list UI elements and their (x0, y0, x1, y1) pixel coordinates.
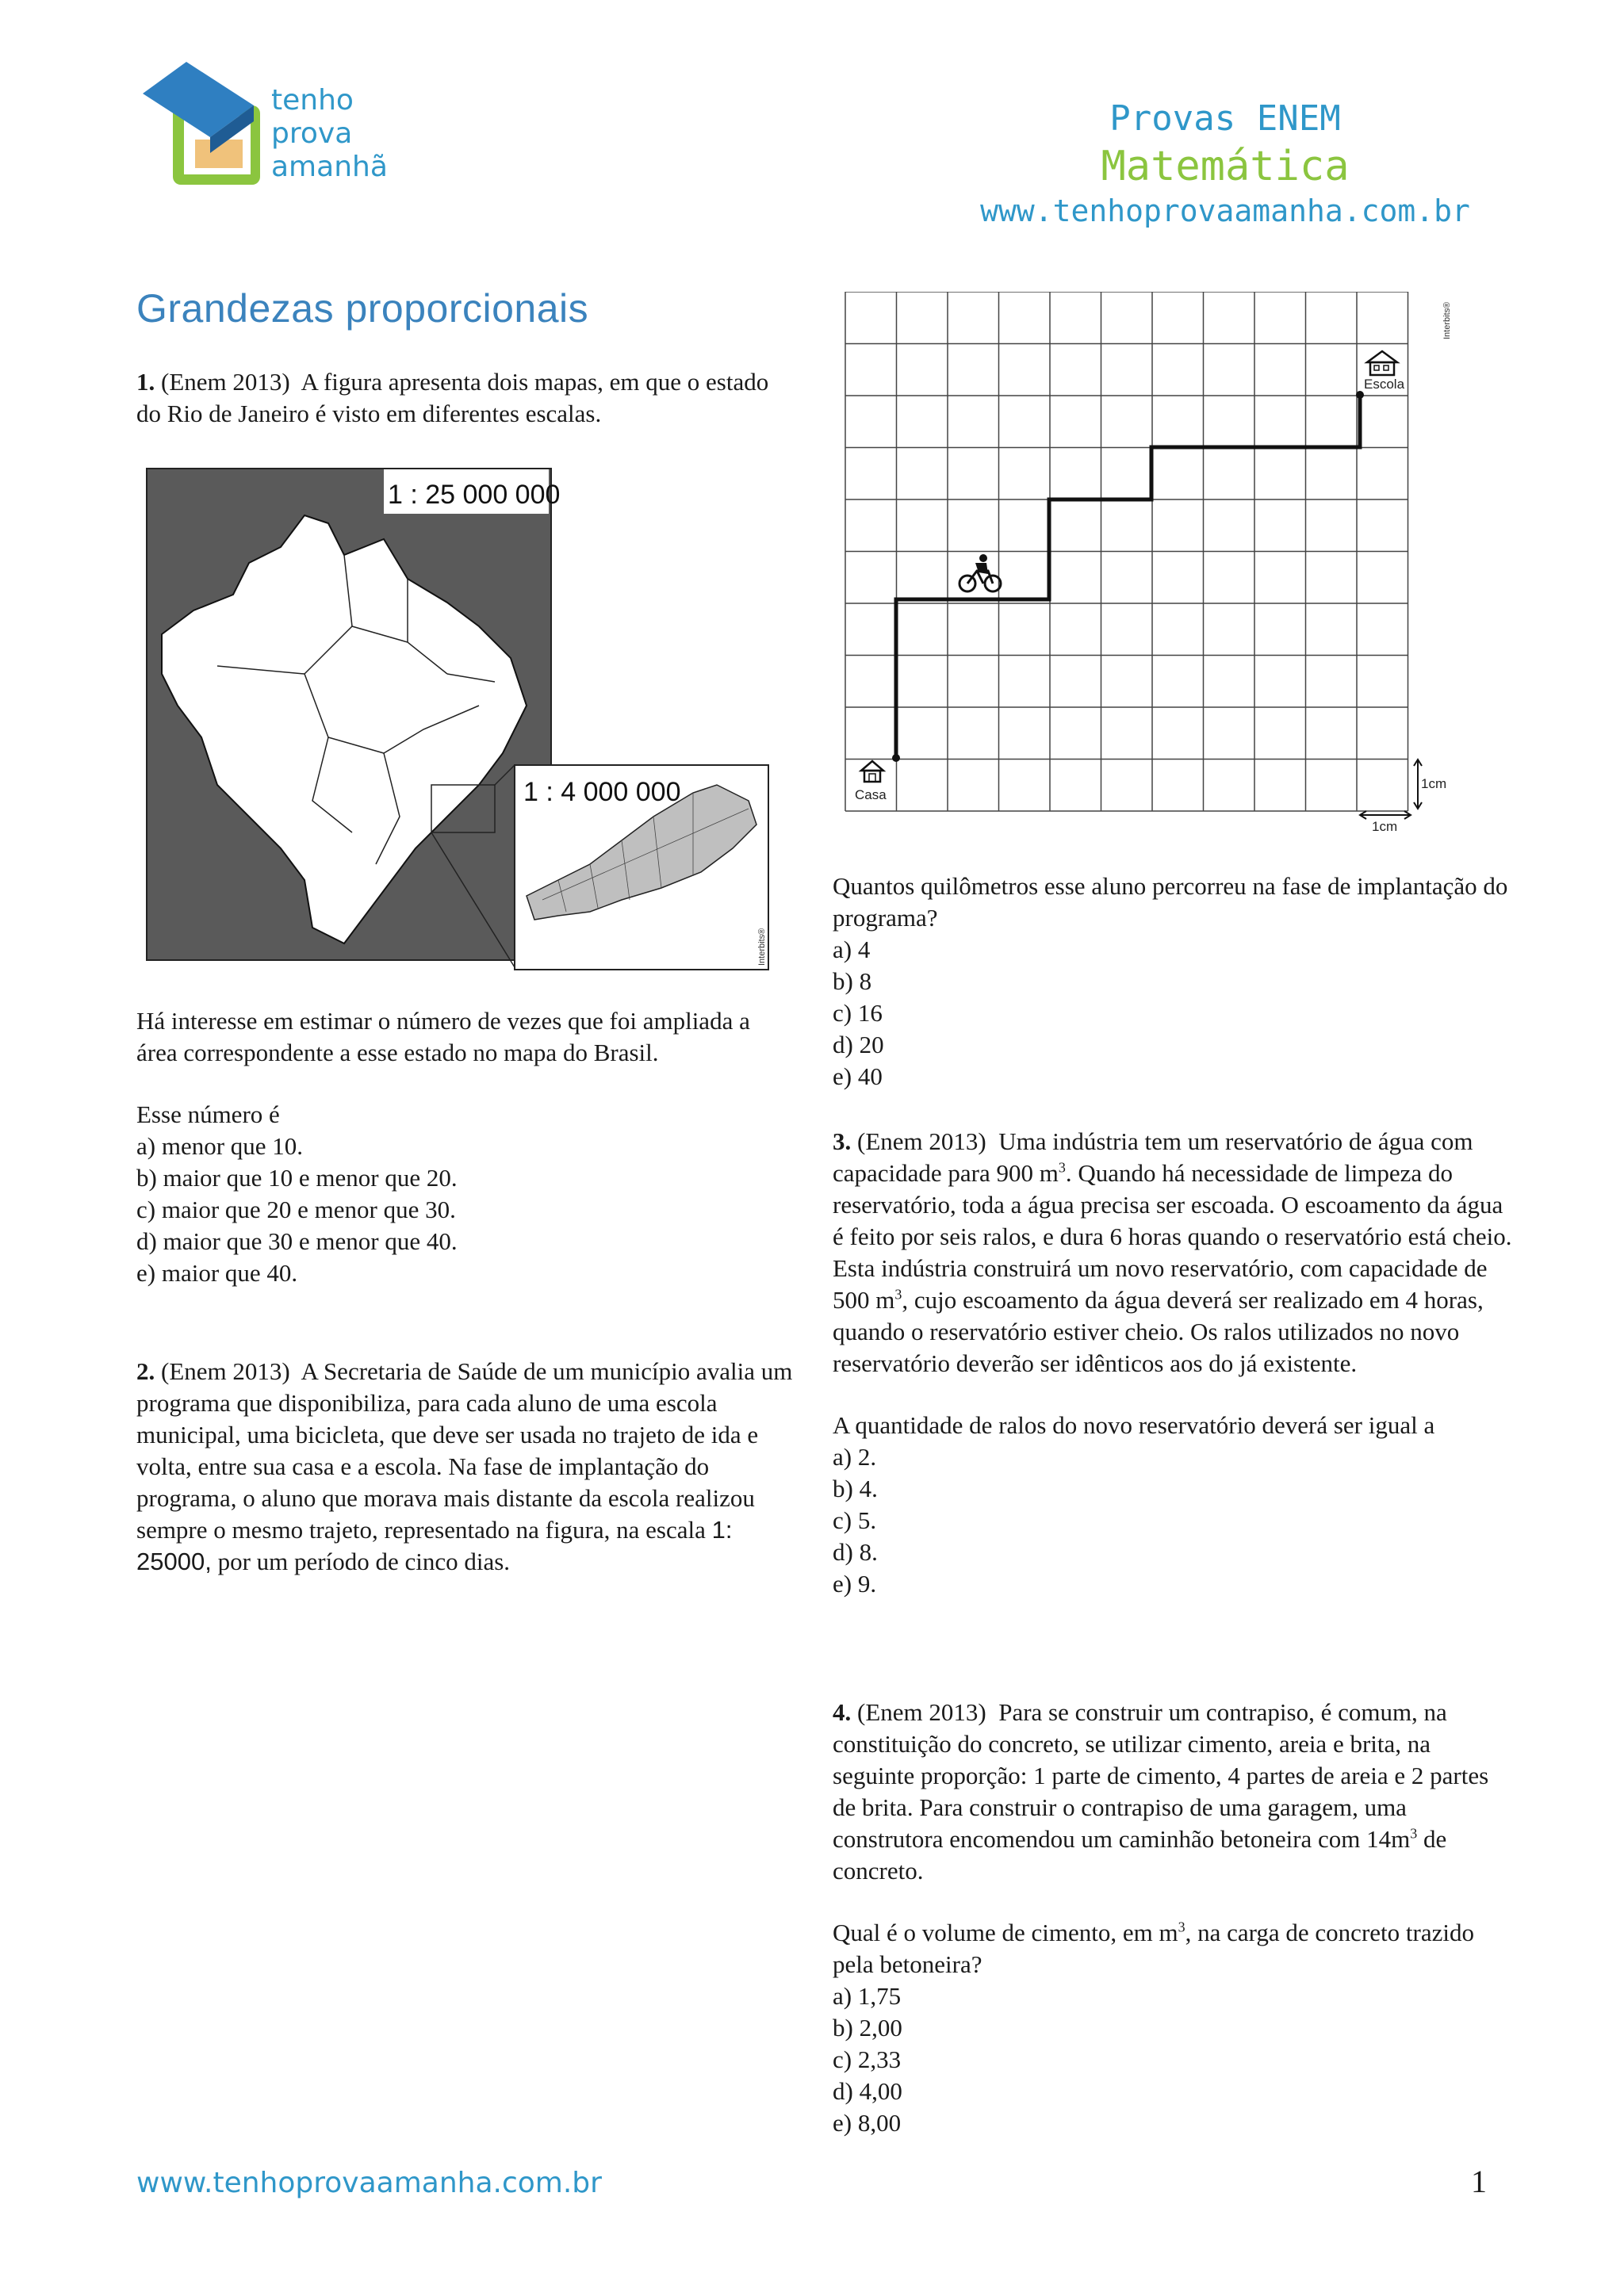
answer-option-e[interactable]: e) 8,00 (833, 2109, 902, 2137)
grid-lines (845, 292, 1408, 811)
question-text-c: , cujo escoamento da água deverá ser realizado em 4 horas, quando o reservatório estiver cheio. Os ralos utilizados no novo reservatório deverão ser idênticos aos do já existente. (833, 1286, 1484, 1377)
question-prompt: Esse número é (136, 1100, 280, 1128)
scale-indicator-horizontal (1360, 811, 1411, 819)
question-source: (Enem 2013) (161, 368, 290, 396)
question-3-body: 3. (Enem 2013) Uma indústria tem um reservatório de água com capacidade para 900 $m^3$. Quando há necessidade de limpeza do reservatório, toda a água precisa ser escoada. O escoamento da água é feito por seis ralos, e dura 6 horas quando o reservatório está cheio. Esta indústria construirá um novo reservatório, com capacidade de 500 $m^3$, cujo escoamento da água deverá ser realizado em 4 horas, quando o reservatório estiver cheio. Os ralos utilizados no novo reservatório deverão ser idênticos aos do já existente. A quantidade de ralos do novo reservatório deverá ser igual a a) 2. b) 4. c) 5. d) 8. e) 9. (833, 1126, 1515, 1600)
question-source: (Enem 2013) (161, 1357, 290, 1385)
question-number: 1 (136, 368, 149, 396)
superscript-3: 3 (1178, 1919, 1185, 1935)
header-subject: Matemática (1101, 143, 1350, 190)
question-text-a: Uma indústria tem um reservatório de água com capacidade para 900 m (833, 1127, 1473, 1187)
home-label: Casa (855, 787, 887, 802)
answer-option-c[interactable]: c) 5. (833, 1506, 877, 1534)
map-scale-rj: 1 : 4 000 000 (523, 777, 681, 807)
question-number: 3 (833, 1127, 845, 1155)
answer-option-c[interactable]: c) 16 (833, 999, 883, 1027)
site-logo[interactable] (143, 62, 412, 197)
answer-option-d[interactable]: d) 4,00 (833, 2077, 902, 2105)
logo-text-2: prova (271, 117, 353, 150)
answer-option-d[interactable]: d) 20 (833, 1031, 884, 1058)
brazil-map-figure (146, 468, 772, 972)
question-source: (Enem 2013) (857, 1127, 986, 1155)
page-number: 1 (1471, 2164, 1487, 2199)
superscript-3: 3 (1410, 1825, 1418, 1842)
answer-option-c[interactable]: c) 2,33 (833, 2045, 902, 2073)
answer-option-b[interactable]: b) 8 (833, 967, 872, 995)
unit-horizontal-label: 1cm (1372, 819, 1398, 834)
question-1-intro: 1. (Enem 2013) A figura apresenta dois mapas, em que o estado do Rio de Janeiro é visto em diferentes escalas. (136, 368, 769, 427)
answer-option-d[interactable]: d) 8. (833, 1538, 878, 1566)
answer-option-c[interactable]: c) maior que 20 e menor que 30. (136, 1196, 456, 1223)
question-2-body: 2. (Enem 2013) A Secretaria de Saúde de um município avalia um programa que disponibiliza, para cada aluno de uma escola municipal, uma bicicleta, que deve ser usada no trajeto de ida e volta, entre sua casa e a escola. Na fase de implantação do programa, o aluno que morava mais distante da escola realizou sempre o mesmo trajeto, representado na figura, na escala 1: 25000, por um período de cinco dias. (136, 1357, 793, 1575)
answer-option-e[interactable]: e) 40 (833, 1062, 883, 1090)
scale-value: 1: 25000, (136, 1516, 733, 1575)
bicycle-icon (959, 554, 1001, 591)
answer-option-b[interactable]: b) 4. (833, 1475, 878, 1502)
unit-vertical-label: 1cm (1421, 776, 1447, 791)
question-text: A figura apresenta dois mapas, em que o estado do Rio de Janeiro é visto em diferentes escalas. (136, 368, 769, 427)
answer-option-b[interactable]: b) 2,00 (833, 2014, 902, 2042)
question-prompt-a: Qual é o volume de cimento, em m (833, 1919, 1178, 1946)
question-text: A Secretaria de Saúde de um município avalia um programa que disponibiliza, para cada aluno de uma escola municipal, uma bicicleta, que deve ser usada no trajeto de ida e volta, entre sua casa e a escola. Na fase de implantação do programa, o aluno que morava mais distante da escola realizou sempre o mesmo trajeto, representado na figura, na escala (136, 1357, 793, 1544)
logo-icon (143, 62, 270, 197)
question-prompt: A quantidade de ralos do novo reservatório deverá ser igual a (833, 1411, 1435, 1439)
answer-option-a[interactable]: a) 4 (833, 936, 871, 963)
answer-option-a[interactable]: a) 2. (833, 1443, 877, 1471)
question-text-b: de concreto. (833, 1825, 1447, 1885)
question-text-a: Para se construir um contrapiso, é comum, na constituição do concreto, se utilizar cimento, areia e brita, na seguinte proporção: 1 parte de cimento, 4 partes de areia e 2 partes de brita. Para construir o contrapiso de uma garagem, uma construtora encomendou um caminhão betoneira com 14m (833, 1698, 1489, 1853)
logo-text-3: amanhã (271, 151, 388, 183)
question-prompt-b: , na carga de concreto trazido pela betoneira? (833, 1919, 1474, 1978)
route-grid-figure (841, 292, 1475, 839)
question-text-end: por um período de cinco dias. (217, 1548, 511, 1575)
grid-credit: Interbits® (1442, 301, 1452, 339)
answer-option-e[interactable]: e) maior que 40. (136, 1259, 298, 1287)
question-number: 2 (136, 1357, 149, 1385)
answer-option-d[interactable]: d) maior que 30 e menor que 40. (136, 1227, 458, 1255)
superscript-3: 3 (1058, 1159, 1066, 1176)
superscript-3: 3 (894, 1286, 902, 1303)
answer-option-a[interactable]: a) menor que 10. (136, 1132, 304, 1160)
footer-url-link[interactable]: www.tenhoprovaamanha.com.br (136, 2167, 602, 2199)
question-source: (Enem 2013) (857, 1698, 986, 1726)
answer-option-b[interactable]: b) maior que 10 e menor que 20. (136, 1164, 458, 1192)
page-title: Grandezas proporcionais (136, 286, 589, 331)
logo-text-1: tenho (271, 84, 354, 117)
map-scale-brazil: 1 : 25 000 000 (388, 480, 561, 510)
map-credit: Interbits® (757, 928, 767, 966)
question-number: 4 (833, 1698, 845, 1726)
house-icon-home (861, 761, 883, 782)
question-1-body (136, 1005, 795, 1289)
header-provas: Provas ENEM (1109, 98, 1341, 139)
question-4-body: 4. (Enem 2013) Para se construir um contrapiso, é comum, na constituição do concreto, se utilizar cimento, areia e brita, na seguinte proporção: 1 parte de cimento, 4 partes de areia e 2 partes de brita. Para construir o contrapiso de uma garagem, uma construtora encomendou um caminhão betoneira com $14m^3$ de concreto. Qual é o volume de cimento, em $m^3$, na carga de concreto trazido pela betoneira? a) 1,75 b) 2,00 c) 2,33 d) 4,00 e) 8,00 (833, 1697, 1515, 2139)
answer-option-e[interactable]: e) 9. (833, 1570, 877, 1598)
answer-option-a[interactable]: a) 1,75 (833, 1982, 902, 2010)
question-text-b: . Quando há necessidade de limpeza do reservatório, toda a água precisa ser escoada. O escoamento da água é feito por seis ralos, e dura 6 horas quando o reservatório está cheio. Esta indústria construirá um novo reservatório, com capacidade de 500 m (833, 1159, 1512, 1314)
question-text: Há interesse em estimar o número de vezes que foi ampliada a área correspondente a esse estado no mapa do Brasil. (136, 1007, 750, 1066)
house-icon-school (1367, 351, 1397, 375)
question-text: Quantos quilômetros esse aluno percorreu na fase de implantação do programa? (833, 872, 1508, 932)
header-url-link[interactable]: www.tenhoprovaamanha.com.br (980, 193, 1470, 228)
school-label: Escola (1364, 377, 1405, 392)
question-2-answers (833, 871, 1515, 1093)
